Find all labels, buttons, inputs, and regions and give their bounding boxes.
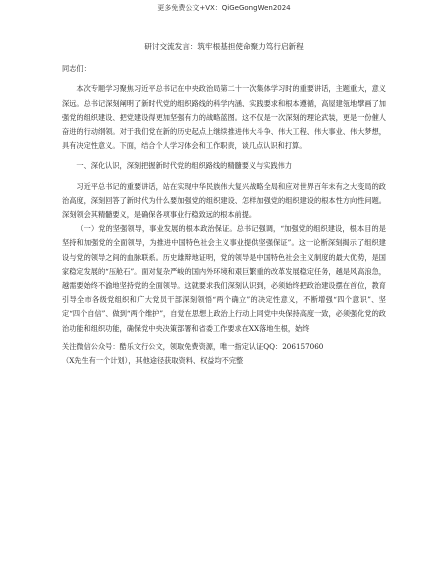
document-body [62, 40, 386, 368]
section-paragraph-2: （一）党的坚强领导，事业发展的根本政治保证。总书记强调，“加强党的组织建设，根本目的是坚持和加强党的全面领导，为推进中国特色社会主义事业提供坚强保证”。这一论断深刻揭示了组织建设与党的领导之间的血脉联系。历史雄辩地证明，党的领导是中国特色社会主义制度的最大优势，是国家稳定发展的“压舱石”。面对复杂严峻的国内外环境和艰巨繁重的改革发展稳定任务，越是风高浪急，越需要始终不渝地坚持党的全面领导。这就要求我们深刻认识到，必须始终把政治建设摆在首位，教育引导全市各级党组织和广大党员干部深刻领悟“两个确立”的决定性意义，不断增强“四个意识”、坚定“四个自信”、做到“两个维护”，自觉在思想上政治上行动上同党中央保持高度一致，必须强化党的政治功能和组织功能，确保党中央决策部署和省委工作要求在XX落地生根，始终 [62, 224, 386, 333]
section-paragraph-1: 习近平总书记的重要讲话，站在实现中华民族伟大复兴战略全局和应对世界百年未有之大变局的政治高度，深刻回答了新时代为什么要加强党的组织建设、怎样加强党的组织建设的根本性方向性问题。深刻领会其精髓要义，是确保各项事业行稳致远的根本前提。 [62, 181, 386, 220]
promo-line: 关注微信公众号：酷乐文行公文，领取免费资源，唯一指定认证QQ：206157060 [62, 341, 324, 351]
top-banner: 更多免费公文+VX：QiGeGongWen2024 [157, 4, 291, 12]
footer-note: （X先生有一个计划），其他途径获取资料、权益均不完整 [62, 356, 244, 366]
document-title: 研讨交流发言：筑牢根基担使命聚力笃行启新程 [144, 42, 304, 51]
intro-paragraph: 本次专题学习聚焦习近平总书记在中央政治局第二十一次集体学习时的重要讲话，主题重大，意义深远。总书记深刻阐明了新时代党的组织路线的科学内涵、实践要求和根本遵循，高屋建瓴地擘画了加强党的组织建设、把党建设得更加坚强有力的战略蓝图。这不仅是一次深刻的理论武装，更是一份催人奋进的行动纲领。对于我们党在新的历史起点上继续推进伟大斗争、伟大工程、伟大事业、伟大梦想，具有决定性意义。下面，结合个人学习体会和工作职责，谈几点认识和打算。 [62, 84, 386, 151]
greeting: 同志们： [62, 64, 91, 74]
section-heading: 一、深化认识，深刻把握新时代党的组织路线的精髓要义与实践伟力 [76, 161, 293, 171]
